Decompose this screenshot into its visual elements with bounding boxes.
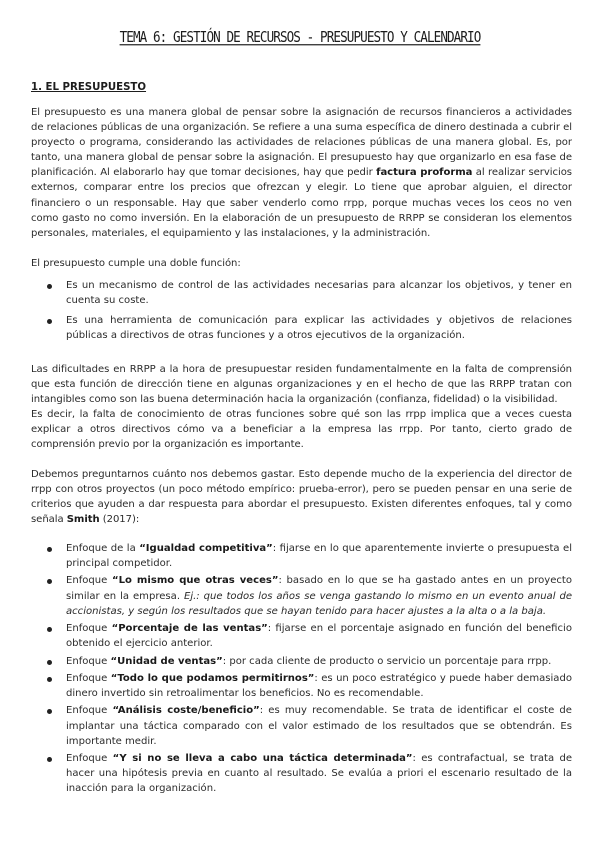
functions-list	[66, 278, 572, 348]
page-title: TEMA 6: GESTIÓN DE RECURSOS - PRESUPUESTO Y CALENDARIO	[119, 27, 481, 46]
section-heading: 1. EL PRESUPUESTO	[31, 82, 147, 93]
bullet-icon	[47, 757, 52, 762]
bold-term: factura proforma	[376, 167, 473, 179]
bullet-icon	[47, 284, 52, 289]
list-item: Enfoque “Todo lo que podamos permitirnos”: es un poco estratégico y puede haber demasiado dinero invertido sin retroalimentar los beneficios. No es recomendable.	[66, 671, 572, 701]
list-item: Enfoque “Análisis coste/beneficio”: es muy recomendable. Se trata de identificar el coste de implantar una táctica comparado con el valor estimado de los resultados que se obtendrán. Es importante medir.	[66, 703, 572, 748]
bullet-icon	[47, 677, 52, 682]
bullet-icon	[47, 579, 52, 584]
paragraph-difficulties: Las dificultades en RRPP a la hora de presupuestar residen fundamentalmente en la falta de comprensión que esta función de dirección tiene en algunas organizaciones y en el hecho de que las RRPP tratan con intangibles como son las buena determinación hacia la organización (confianza, fidelidad) o la visibilidad.	[31, 364, 572, 406]
bullet-icon	[47, 709, 52, 714]
bold-author: Smith	[66, 514, 100, 526]
list-item: Enfoque “Porcentaje de las ventas”: fijarse en el porcentaje asignado en función del beneficio obtenido el ejercicio anterior.	[66, 621, 572, 651]
list-item: Es una herramienta de comunicación para explicar las actividades y objetivos de relaciones públicas a directivos de otras funciones y a otros ejecutivos de la organización.	[66, 313, 572, 343]
list-item: Es un mecanismo de control de las actividades necesarias para alcanzar los objetivos, y tener en cuenta su coste.	[66, 278, 572, 308]
bullet-icon	[47, 547, 52, 552]
bullet-icon	[47, 627, 52, 632]
list-item: Enfoque “Lo mismo que otras veces”: basado en lo que se ha gastado antes en un proyecto similar en la empresa. Ej.: que todos los años se venga gastando lo mismo en un evento anual de accionistas, y según los resultados que se hayan tenido para hacer ajustes a la alta o a la baja.	[66, 573, 572, 618]
bullet-icon	[47, 660, 52, 665]
list-item: Enfoque “Unidad de ventas”: por cada cliente de producto o servicio un porcentaje para rrpp.	[66, 654, 572, 669]
paragraph-functions-intro: El presupuesto cumple una doble función:	[31, 258, 241, 269]
list-item: Enfoque “Y si no se lleva a cabo una táctica determinada”: es contrafactual, se trata de hacer una hipótesis previa en cuanto al resultado. Se evalúa a priori el escenario resultado de la inacción para la organización.	[66, 751, 572, 796]
paragraph-approaches-intro: Debemos preguntarnos cuánto nos debemos gastar. Esto depende mucho de la experiencia del director de rrpp con otros proyectos (un poco método empírico: prueba-error), pero se pueden pensar en una serie de criterios que ayuden a dar respuesta para abordar el presupuesto. Existen diferentes enfoques, tal y como señala Smith (2017):	[31, 469, 572, 526]
paragraph-intro: El presupuesto es una manera global de pensar sobre la asignación de recursos financieros a actividades de relaciones públicas de una organización. Se refiere a una suma específica de dinero destinada a cubrir el proyecto o programa, considerando las actividades de relaciones públicas de una manera global. Es, por tanto, una manera global de pensar sobre la asignación. El presupuesto hay que organizarlo en esa fase de planificación. Al elaborarlo hay que tomar decisiones, hay que pedir factura proforma al realizar servicios externos, comparar entre los precios que ofrezcan y elegir. Lo tiene que aprobar alguien, el director financiero o un responsable. Hay que saber venderlo como rrpp, porque muchas veces los ceos no ven como gasto no como inversión. En la elaboración de un presupuesto de RRPP se consideran los elementos personales, materiales, el equipamiento y las instalaciones, y la administración.	[31, 107, 572, 239]
paragraph-explanation: Es decir, la falta de conocimiento de otras funciones sobre qué son las rrpp implica que a veces cuesta explicar a otros directivos cómo va a beneficiar a la empresa las rrpp. Por tanto, cierto grado de comprensión previo por la organización es importante.	[31, 409, 572, 451]
list-item: Enfoque de la “Igualdad competitiva”: fijarse en lo que aparentemente invierte o presupuesta el principal competidor.	[66, 541, 572, 571]
bullet-icon	[47, 319, 52, 324]
approaches-list	[66, 541, 572, 799]
